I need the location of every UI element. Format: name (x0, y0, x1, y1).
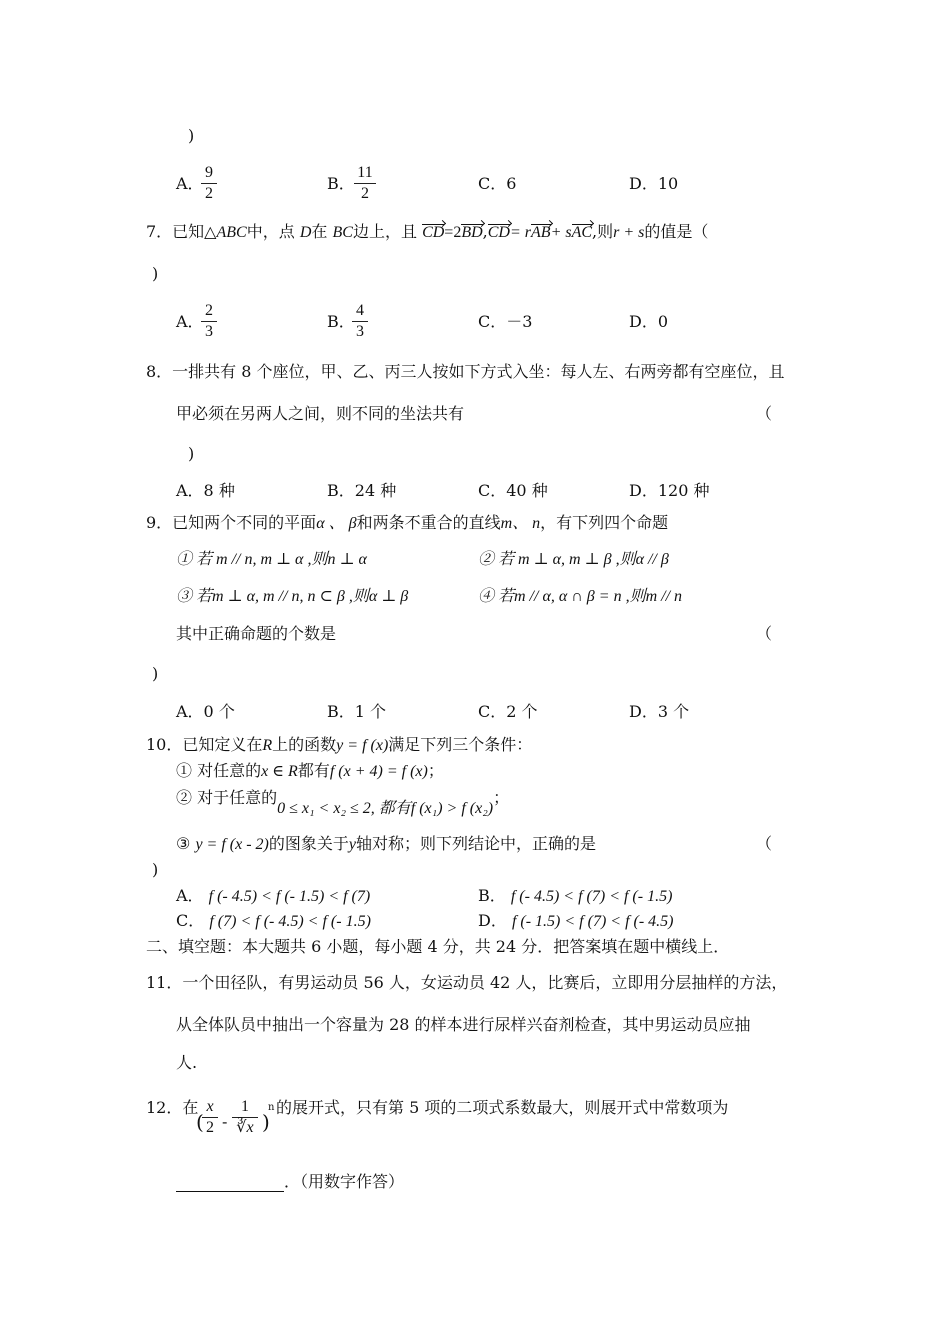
q6-option-c: C．6 (478, 174, 517, 193)
q7-close-paren: ) (152, 264, 159, 283)
q9-option-b: B．1 个 (327, 702, 387, 721)
section-2-heading: 二、填空题：本大题共 6 小题，每小题 4 分，共 24 分．把答案填在题中横线上． (146, 937, 730, 956)
q12-fraction-1-over-cuberoot: 1 ∛x (232, 1098, 258, 1137)
q10-condition-3: ③ y = f (x - 2)的图象关于y轴对称；则下列结论中，正确的是 (176, 834, 597, 853)
q9-proposition-1: ① 若 m // n, m ⊥ α ,则n ⊥ α (176, 551, 367, 568)
q7-b-fraction: 4 3 (352, 302, 368, 341)
q6-option-d: D．10 (629, 174, 679, 193)
q9-open-paren: （ (756, 624, 773, 643)
q6-option-a: A． (176, 174, 204, 193)
q9-option-a: A．0 个 (176, 702, 235, 721)
q10-stem: 10．已知定义在R上的函数y = f (x)满足下列三个条件： (146, 735, 533, 754)
q7-a-fraction: 2 3 (201, 302, 217, 341)
q9-ask: 其中正确命题的个数是 (176, 624, 337, 643)
q10-option-c: C． f (7) < f (- 4.5) < f (- 1.5) (176, 911, 371, 930)
q12-stem-start: 12．在 (146, 1098, 199, 1117)
q9-proposition-2: ② 若 m ⊥ α, m ⊥ β ,则α // β (478, 551, 669, 568)
q9-option-d: D．3 个 (629, 702, 690, 721)
q12-close-paren: ) (262, 1110, 270, 1134)
q9-stem: 9．已知两个不同的平面α 、 β和两条不重合的直线m、 n，有下列四个命题 (146, 513, 669, 532)
q9-close-paren: ) (152, 664, 159, 683)
q7-option-c: C．－3 (478, 312, 533, 331)
q8-option-a: A．8 种 (176, 481, 235, 500)
q11-line1: 11．一个田径队，有男运动员 56 人，女运动员 42 人，比赛后，立即用分层抽样的方法， (146, 973, 788, 992)
q11-line3: 人. (176, 1053, 198, 1072)
q12-exponent-n: n (268, 1102, 275, 1113)
q9-proposition-4: ④ 若m // α, α ∩ β = n ,则m // n (478, 588, 683, 605)
q12-fraction-x-over-2: x 2 (202, 1098, 218, 1137)
q8-option-b: B．24 种 (327, 481, 397, 500)
q7-option-a: A． (176, 312, 204, 331)
q12-answer-blank[interactable] (176, 1175, 284, 1192)
q10-condition-1: ① 对任意的x ∈ R都有f (x + 4) = f (x)； (176, 761, 444, 780)
q7-option-d: D．0 (629, 312, 669, 331)
q10-option-d: D． f (- 1.5) < f (7) < f (- 4.5) (478, 911, 674, 930)
q8-option-d: D．120 种 (629, 481, 710, 500)
q8-option-c: C．40 种 (478, 481, 548, 500)
q9-proposition-3: ③ 若m ⊥ α, m // n, n ⊂ β ,则α ⊥ β (176, 588, 409, 605)
q8-close-paren: ) (188, 444, 195, 463)
q7-option-b: B． (327, 312, 355, 331)
q10-condition-2: ② 对于任意的0 ≤ x₁ < x₂ ≤ 2, 都有f (x₁) > f (x₂)； (176, 788, 510, 817)
q12-stem-rest: 的展开式，只有第 5 项的二项式系数最大，则展开式中常数项为 (276, 1098, 729, 1117)
q10-option-b: B． f (- 4.5) < f (7) < f (- 1.5) (478, 886, 673, 905)
q8-open-paren: （ (756, 404, 773, 423)
q12-answer-line: ．（用数字作答） (176, 1172, 404, 1192)
q6-b-fraction: 11 2 (354, 164, 376, 203)
q7-stem: 7．已知△ABC中，点 D在 BC边上，且 CD=2BD,CD= rAB+ sAC,则r + s的值是（ (146, 222, 709, 241)
q9-option-c: C．2 个 (478, 702, 538, 721)
q6-option-b: B． (327, 174, 355, 193)
q8-line2: 甲必须在另两人之间，则不同的坐法共有 (176, 404, 465, 423)
q8-line1: 8．一排共有 8 个座位，甲、乙、丙三人按如下方式入坐：每人左、右两旁都有空座位，且 (146, 362, 785, 381)
q10-close-paren: ) (152, 860, 159, 879)
q6-a-fraction: 9 2 (201, 164, 217, 203)
q12-open-paren: ( (196, 1110, 204, 1134)
q6-close-paren: ) (188, 126, 195, 145)
q12-minus: - (222, 1112, 228, 1131)
q10-option-a: A． f (- 4.5) < f (- 1.5) < f (7) (176, 886, 371, 905)
q10-open-paren: （ (756, 834, 773, 853)
q11-line2: 从全体队员中抽出一个容量为 28 的样本进行尿样兴奋剂检查，其中男运动员应抽 (176, 1015, 751, 1034)
